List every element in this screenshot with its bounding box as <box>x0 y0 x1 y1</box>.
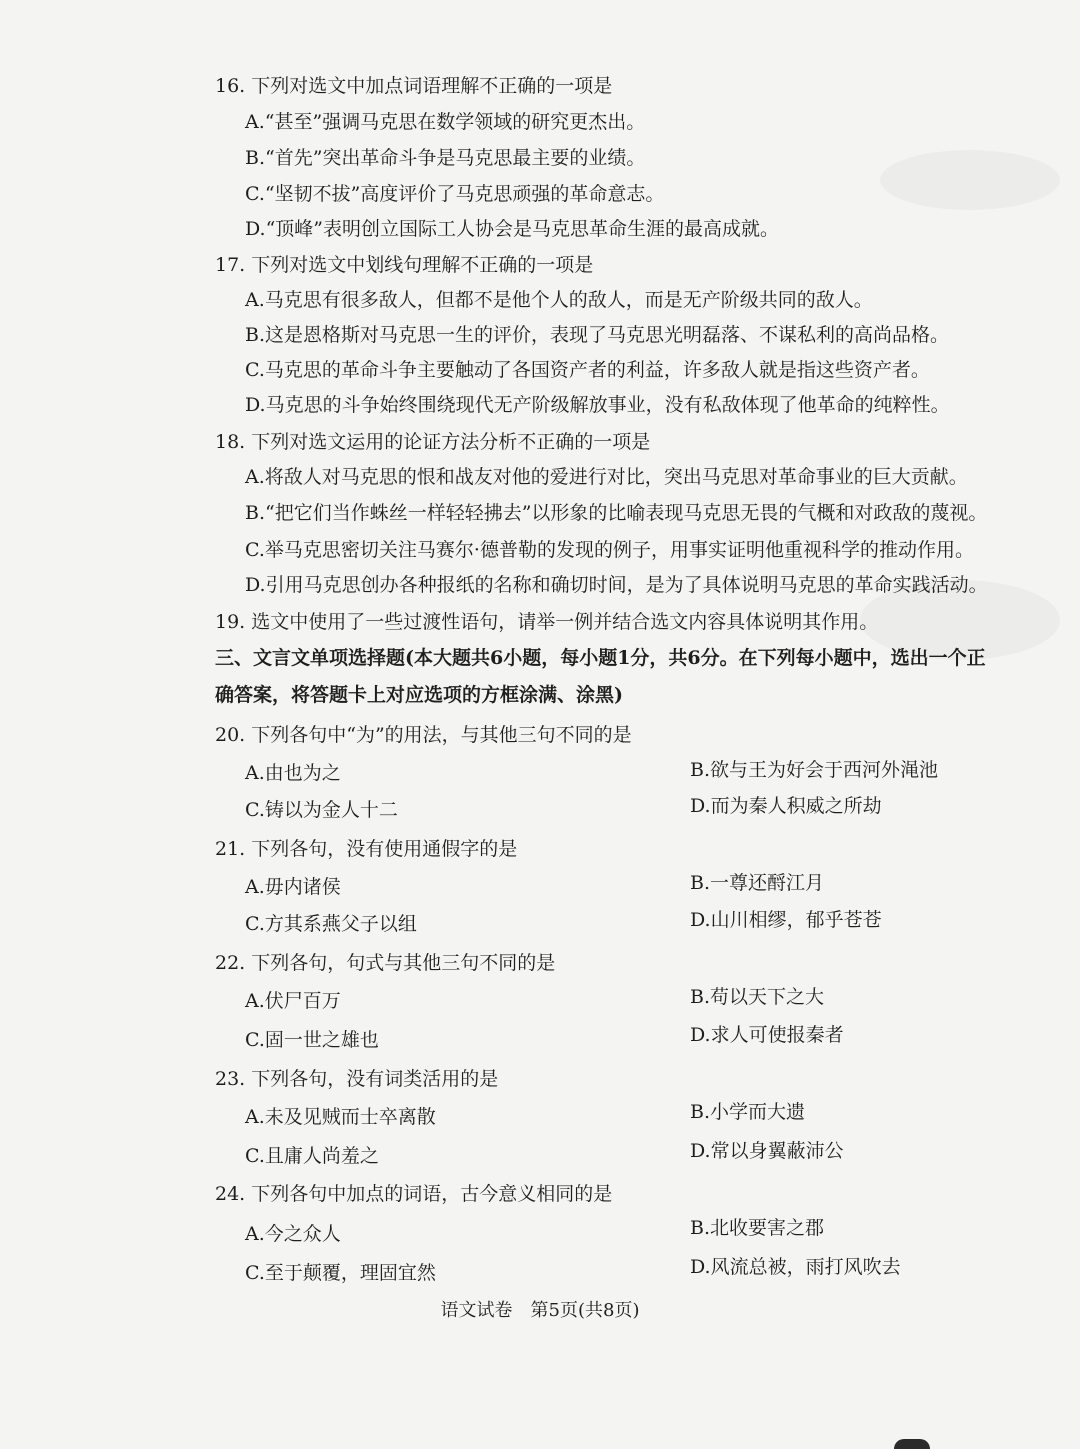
question-16-option-a: A.“甚至”强调马克思在数学领域的研究更杰出。 <box>245 111 646 133</box>
question-16-option-b: B.“首先”突出革命斗争是马克思最主要的业绩。 <box>245 147 646 169</box>
question-22-option-a: A.伏尸百万 <box>245 990 341 1012</box>
question-16-option-d: D.“顶峰”表明创立国际工人协会是马克思革命生涯的最高成就。 <box>245 218 780 240</box>
question-20-option-a: A.由也为之 <box>245 762 341 784</box>
question-22-option-c: C.固一世之雄也 <box>245 1029 379 1051</box>
question-23-option-a: A.未及见贼而士卒离散 <box>245 1106 436 1128</box>
question-24-stem: 24. 下列各句中加点的词语，古今意义相同的是 <box>215 1183 613 1205</box>
question-19-stem: 19. 选文中使用了一些过渡性语句，请举一例并结合选文内容具体说明其作用。 <box>215 611 879 633</box>
question-17-option-a: A.马克思有很多敌人，但都不是他个人的敌人，而是无产阶级共同的敌人。 <box>245 289 873 311</box>
question-18-option-b: B.“把它们当作蛛丝一样轻轻拂去”以形象的比喻表现马克思无畏的气概和对政敌的蔑视。 <box>245 502 988 524</box>
question-17-option-c: C.马克思的革命斗争主要触动了各国资产者的利益，许多敌人就是指这些资产者。 <box>245 359 930 381</box>
question-20-option-d: D.而为秦人积威之所劫 <box>690 795 882 817</box>
section-3-heading-line2: 确答案，将答题卡上对应选项的方框涂满、涂黑) <box>215 684 623 706</box>
question-21-stem: 21. 下列各句，没有使用通假字的是 <box>215 838 518 860</box>
question-22-option-b: B.苟以天下之大 <box>690 986 825 1008</box>
question-20-option-b: B.欲与王为好会于西河外渑池 <box>690 759 939 781</box>
question-18-option-a: A.将敌人对马克思的恨和战友对他的爱进行对比，突出马克思对革命事业的巨大贡献。 <box>245 466 968 488</box>
question-18-stem: 18. 下列对选文运用的论证方法分析不正确的一项是 <box>215 431 651 453</box>
question-22-stem: 22. 下列各句，句式与其他三句不同的是 <box>215 952 556 974</box>
question-24-option-a: A.今之众人 <box>245 1223 341 1245</box>
question-24-option-b: B.北收要害之郡 <box>690 1217 825 1239</box>
question-23-stem: 23. 下列各句，没有词类活用的是 <box>215 1068 499 1090</box>
question-24-option-c: C.至于颠覆，理固宜然 <box>245 1262 436 1284</box>
question-23-option-c: C.且庸人尚羞之 <box>245 1145 379 1167</box>
question-24-option-d: D.风流总被，雨打风吹去 <box>690 1256 901 1278</box>
question-20-option-c: C.铸以为金人十二 <box>245 799 398 821</box>
question-18-option-c: C.举马克思密切关注马赛尔·德普勒的发现的例子，用事实证明他重视科学的推动作用。 <box>245 539 974 561</box>
section-3-heading-line1: 三、文言文单项选择题(本大题共6小题，每小题1分，共6分。在下列每小题中，选出一个正 <box>215 647 986 669</box>
question-17-option-d: D.马克思的斗争始终围绕现代无产阶级解放事业，没有私敌体现了他革命的纯粹性。 <box>245 394 950 416</box>
question-17-stem: 17. 下列对选文中划线句理解不正确的一项是 <box>215 254 594 276</box>
question-22-option-d: D.求人可使报秦者 <box>690 1024 844 1046</box>
question-16-stem: 16. 下列对选文中加点词语理解不正确的一项是 <box>215 75 613 97</box>
question-17-option-b: B.这是恩格斯对马克思一生的评价，表现了马克思光明磊落、不谋私利的高尚品格。 <box>245 324 950 346</box>
page-footer: 语文试卷 第5页(共8页) <box>440 1300 640 1321</box>
question-16-option-c: C.“坚韧不拔”高度评价了马克思顽强的革命意志。 <box>245 183 665 205</box>
question-20-stem: 20. 下列各句中“为”的用法，与其他三句不同的是 <box>215 724 632 746</box>
question-18-option-d: D.引用马克思创办各种报纸的名称和确切时间，是为了具体说明马克思的革命实践活动。 <box>245 574 988 596</box>
question-23-option-b: B.小学而大遗 <box>690 1101 806 1123</box>
question-21-option-d: D.山川相缪，郁乎苍苍 <box>690 909 882 931</box>
question-21-option-b: B.一尊还酹江月 <box>690 872 825 894</box>
question-23-option-d: D.常以身翼蔽沛公 <box>690 1140 844 1162</box>
question-21-option-c: C.方其系燕父子以组 <box>245 913 417 935</box>
question-21-option-a: A.毋内诸侯 <box>245 876 341 898</box>
scan-artifact <box>894 1439 930 1449</box>
